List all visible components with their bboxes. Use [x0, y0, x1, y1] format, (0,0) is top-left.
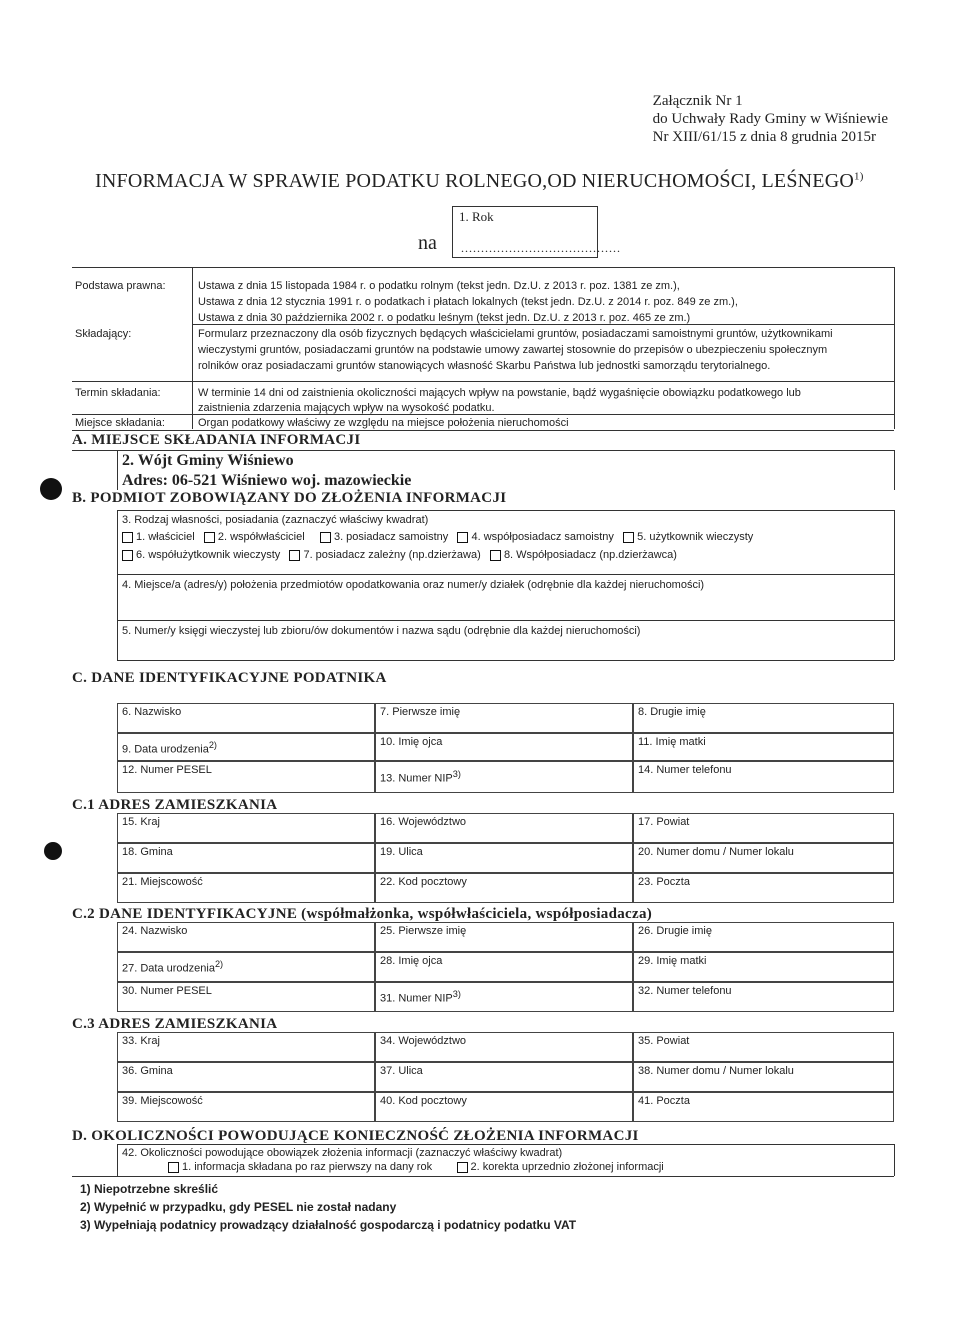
- footnote-ref: 2): [208, 740, 217, 750]
- divider: [117, 574, 894, 575]
- field-label: 38. Numer domu / Numer lokalu: [638, 1065, 794, 1077]
- section-a-office: 2. Wójt Gminy Wiśniewo: [122, 452, 294, 469]
- field-14-phone[interactable]: [633, 761, 894, 793]
- termin-label: Termin składania:: [75, 387, 161, 399]
- checkbox-icon[interactable]: [122, 532, 133, 543]
- field-label: 14. Numer telefonu: [638, 764, 732, 776]
- field-27-birth-date[interactable]: [117, 952, 375, 982]
- punch-hole-mark: [40, 478, 62, 500]
- section-c1-title: C.1 ADRES ZAMIESZKANIA: [72, 797, 278, 813]
- option-label: 2. korekta uprzednio złożonej informacji: [470, 1161, 664, 1173]
- field-label: 20. Numer domu / Numer lokalu: [638, 846, 794, 858]
- podstawa-label: Podstawa prawna:: [75, 280, 166, 292]
- field-42-label: 42. Okoliczności powodujące obowiązek złożenia informacji (zaznaczyć właściwy kwadrat): [122, 1147, 563, 1159]
- field-label: 18. Gmina: [122, 846, 173, 858]
- option-label: 1. właściciel: [136, 531, 195, 543]
- field-label: 21. Miejscowość: [122, 876, 203, 888]
- field-33-country[interactable]: [117, 1032, 375, 1062]
- ownership-options-row-2: [122, 548, 677, 562]
- field-3-label: 3. Rodzaj własności, posiadania (zaznaczyć właściwy kwadrat): [122, 514, 429, 526]
- section-c3-title: C.3 ADRES ZAMIESZKANIA: [72, 1016, 278, 1032]
- field-31-nip[interactable]: [375, 982, 633, 1012]
- title-footnote-ref: 1): [854, 170, 864, 183]
- option-label: 7. posiadacz zależny (np.dzierżawa): [303, 549, 481, 561]
- termin-line-2: zaistnienia zdarzenia mających wpływ na wysokość podatku.: [198, 402, 495, 414]
- field-30-pesel[interactable]: [117, 982, 375, 1012]
- field-10-father-name[interactable]: [375, 733, 633, 761]
- field-18-commune[interactable]: [117, 843, 375, 873]
- field-11-mother-name[interactable]: [633, 733, 894, 761]
- field-40-postal-code[interactable]: [375, 1092, 633, 1122]
- footnote-3: 3) Wypełniają podatnicy prowadzący działalność gospodarczą i podatnicy podatku VAT: [80, 1218, 577, 1232]
- field-label: 17. Powiat: [638, 816, 690, 828]
- divider: [192, 324, 894, 325]
- field-24-surname[interactable]: [117, 922, 375, 952]
- divider: [192, 267, 193, 429]
- field-label: 39. Miejscowość: [122, 1095, 203, 1107]
- field-6-surname[interactable]: [117, 703, 375, 733]
- divider: [72, 267, 894, 268]
- divider: [72, 381, 894, 382]
- checkbox-icon[interactable]: [168, 1162, 179, 1173]
- option-label: 4. współposiadacz samoistny: [471, 531, 614, 543]
- divider: [117, 620, 894, 621]
- footnote-2: 2) Wypełnić w przypadku, gdy PESEL nie został nadany: [80, 1200, 397, 1214]
- option-first-time[interactable]: [168, 1161, 432, 1173]
- divider: [894, 450, 895, 490]
- field-label: 24. Nazwisko: [122, 925, 188, 937]
- field-4-input[interactable]: [118, 594, 893, 618]
- punch-hole-mark: [44, 842, 62, 860]
- section-a-title: A. MIEJSCE SKŁADANIA INFORMACJI: [72, 432, 361, 448]
- field-label: 37. Ulica: [380, 1065, 423, 1077]
- field-26-second-name[interactable]: [633, 922, 894, 952]
- field-label: 41. Poczta: [638, 1095, 690, 1107]
- year-field[interactable]: [452, 206, 621, 258]
- field-22-postal-code[interactable]: [375, 873, 633, 903]
- skladajacy-label: Składający:: [75, 328, 132, 340]
- field-5-label: 5. Numer/y księgi wieczystej lub zbioru/ów dokumentów i nazwa sądu (odrębnie dla każdej nieruchomości): [122, 625, 641, 637]
- field-label: 8. Drugie imię: [638, 706, 706, 718]
- field-label: 10. Imię ojca: [380, 736, 443, 748]
- field-label: 6. Nazwisko: [122, 706, 182, 718]
- divider: [72, 430, 894, 431]
- option-label: 3. posiadacz samoistny: [333, 531, 449, 543]
- divider: [72, 450, 894, 451]
- footnote-ref: 3): [452, 989, 461, 999]
- option-label: 6. współużytkownik wieczysty: [136, 549, 281, 561]
- divider: [72, 1176, 894, 1177]
- field-label: 7. Pierwsze imię: [380, 706, 461, 718]
- skladajacy-line-2: wieczystymi gruntów, posiadaczami gruntów na podstawie umowy zawartej stosownie do przepisów o ubezpieczeniu społecznym: [198, 344, 828, 356]
- divider: [117, 1144, 894, 1145]
- header-line-2: do Uchwały Rady Gminy w Wiśniewie: [652, 111, 888, 127]
- field-38-house-number[interactable]: [633, 1062, 894, 1092]
- field-label: 31. Numer NIP: [380, 992, 453, 1005]
- field-25-first-name[interactable]: [375, 922, 633, 952]
- field-23-post-office[interactable]: [633, 873, 894, 903]
- field-5-input[interactable]: [118, 640, 893, 658]
- checkbox-icon[interactable]: [623, 532, 634, 543]
- field-29-mother-name[interactable]: [633, 952, 894, 982]
- field-label: 40. Kod pocztowy: [380, 1095, 467, 1107]
- year-dots: ........................................: [461, 241, 621, 255]
- field-label: 9. Data urodzenia: [122, 743, 209, 756]
- checkbox-icon[interactable]: [457, 532, 468, 543]
- footnotes: [80, 1180, 576, 1234]
- option-posiadacz-zalezny[interactable]: [289, 549, 480, 561]
- field-8-second-name[interactable]: [633, 703, 894, 733]
- miejsce-line-1: Organ podatkowy właściwy ze względu na miejsce położenia nieruchomości: [198, 417, 569, 429]
- field-label: 12. Numer PESEL: [122, 764, 212, 776]
- divider: [117, 450, 118, 490]
- checkbox-icon[interactable]: [204, 532, 215, 543]
- divider: [117, 660, 894, 661]
- checkbox-icon[interactable]: [320, 532, 331, 543]
- divider: [117, 510, 894, 511]
- field-label: 23. Poczta: [638, 876, 690, 888]
- footnote-ref: 2): [214, 959, 224, 969]
- field-label: 36. Gmina: [122, 1065, 173, 1077]
- checkbox-icon[interactable]: [289, 550, 300, 561]
- field-label: 25. Pierwsze imię: [380, 925, 467, 937]
- field-label: 33. Kraj: [122, 1035, 160, 1047]
- field-32-phone[interactable]: [633, 982, 894, 1012]
- divider: [894, 1144, 895, 1176]
- option-correction[interactable]: [457, 1161, 664, 1173]
- field-28-father-name[interactable]: [375, 952, 633, 982]
- option-label: 5. użytkownik wieczysty: [637, 531, 754, 543]
- miejsce-label: Miejsce składania:: [75, 417, 165, 429]
- field-label: 16. Województwo: [380, 816, 467, 828]
- field-label: 27. Data urodzenia: [122, 962, 215, 975]
- checkbox-icon[interactable]: [490, 550, 501, 561]
- checkbox-icon[interactable]: [122, 550, 133, 561]
- field-label: 13. Numer NIP: [380, 772, 453, 785]
- option-label: 8. Współposiadacz (np.dzierżawca): [503, 549, 677, 561]
- header-line-1: Załącznik Nr 1: [652, 93, 743, 109]
- skladajacy-line-1: Formularz przeznaczony dla osób fizycznych będących właścicielami gruntów, posiadaczami samoistnymi gruntów, użytkownikami: [198, 328, 833, 340]
- checkbox-icon[interactable]: [457, 1162, 468, 1173]
- podstawa-line-3: Ustawa z dnia 30 października 2002 r. o podatku leśnym (tekst jedn. Dz.U. z 2013 r. poz. 465 ze zm.): [198, 312, 691, 324]
- field-label: 35. Powiat: [638, 1035, 690, 1047]
- option-wspolposiadacz-samoistny[interactable]: [457, 531, 613, 543]
- field-label: 22. Kod pocztowy: [380, 876, 467, 888]
- field-9-birth-date[interactable]: [117, 733, 375, 761]
- option-wspolposiadacz[interactable]: [490, 549, 677, 561]
- field-label: 11. Imię matki: [638, 736, 706, 748]
- option-uzytkownik-wieczysty[interactable]: [623, 531, 753, 543]
- field-12-pesel[interactable]: [117, 761, 375, 793]
- field-label: 29. Imię matki: [638, 955, 707, 967]
- footnote-1: 1) Niepotrzebne skreślić: [80, 1182, 219, 1196]
- field-21-locality[interactable]: [117, 873, 375, 903]
- option-label: 2. współwłaściciel: [217, 531, 305, 543]
- divider: [117, 510, 118, 660]
- field-label: 34. Województwo: [380, 1035, 467, 1047]
- option-posiadacz-samoistny[interactable]: [320, 531, 448, 543]
- field-35-county[interactable]: [633, 1032, 894, 1062]
- option-label: 1. informacja składana po raz pierwszy na dany rok: [182, 1161, 433, 1173]
- field-19-street[interactable]: [375, 843, 633, 873]
- field-label: 15. Kraj: [122, 816, 160, 828]
- footnote-ref: 3): [452, 769, 461, 779]
- field-39-locality[interactable]: [117, 1092, 375, 1122]
- field-label: 26. Drugie imię: [638, 925, 712, 937]
- field-36-commune[interactable]: [117, 1062, 375, 1092]
- field-15-country[interactable]: [117, 813, 375, 843]
- na-label: na: [418, 232, 437, 254]
- circumstance-options: [168, 1160, 664, 1174]
- form-title: [95, 170, 864, 193]
- field-16-voivodeship[interactable]: [375, 813, 633, 843]
- field-34-voivodeship[interactable]: [375, 1032, 633, 1062]
- podstawa-line-2: Ustawa z dnia 12 stycznia 1991 r. o podatkach i płatach lokalnych (tekst jedn. Dz.U. z 2014 r. poz. 849 ze zm.),: [198, 296, 738, 308]
- podstawa-line-1: Ustawa z dnia 15 listopada 1984 r. o podatku rolnym (tekst jedn. Dz.U. z 2013 r. poz. 1381 ze zm.),: [198, 280, 680, 292]
- header-line-3: Nr XIII/61/15 z dnia 8 grudnia 2015r: [652, 129, 876, 145]
- field-41-post-office[interactable]: [633, 1092, 894, 1122]
- divider: [894, 267, 895, 429]
- field-13-nip[interactable]: [375, 761, 633, 793]
- section-b-title: B. PODMIOT ZOBOWIĄZANY DO ZŁOŻENIA INFORMACJI: [72, 490, 507, 506]
- form-title-text: INFORMACJA W SPRAWIE PODATKU ROLNEGO,OD NIERUCHOMOŚCI, LEŚNEGO: [95, 170, 854, 192]
- field-label: 30. Numer PESEL: [122, 985, 212, 997]
- field-20-house-number[interactable]: [633, 843, 894, 873]
- year-label: 1. Rok: [459, 209, 494, 224]
- section-c2-title: C.2 DANE IDENTYFIKACYJNE (współmałżonka, współwłaściciela, współposiadacza): [72, 906, 653, 922]
- field-17-county[interactable]: [633, 813, 894, 843]
- section-d-title: D. OKOLICZNOŚCI POWODUJĄCE KONIECZNOŚĆ ZŁOŻENIA INFORMACJI: [72, 1128, 639, 1144]
- divider: [117, 1144, 118, 1176]
- divider: [894, 510, 895, 660]
- field-label: 28. Imię ojca: [380, 955, 443, 967]
- skladajacy-line-3: rolników oraz posiadaczami gruntów stanowiących własność Skarbu Państwa lub jednostki samorządu terytorialnego.: [198, 360, 771, 372]
- field-37-street[interactable]: [375, 1062, 633, 1092]
- divider: [72, 414, 894, 415]
- option-wspoluzytkownik[interactable]: [122, 549, 280, 561]
- section-c-title: C. DANE IDENTYFIKACYJNE PODATNIKA: [72, 670, 387, 686]
- field-7-first-name[interactable]: [375, 703, 633, 733]
- field-label: 19. Ulica: [380, 846, 423, 858]
- field-label: 32. Numer telefonu: [638, 985, 732, 997]
- option-wlasciciel[interactable]: [122, 531, 195, 543]
- attachment-header: [653, 92, 888, 146]
- option-wspolwlasciciel[interactable]: [204, 531, 305, 543]
- field-4-label: 4. Miejsce/a (adres/y) położenia przedmiotów opodatkowania oraz numer/y działek (odrębnie dla każdej nieruchomości): [122, 579, 705, 591]
- section-a-address: Adres: 06-521 Wiśniewo woj. mazowieckie: [122, 472, 412, 489]
- termin-line-1: W terminie 14 dni od zaistnienia okoliczności mających wpływ na powstanie, bądź wygaśnięcie obowiązku podatkowego lub: [198, 387, 801, 399]
- ownership-options-row-1: [122, 530, 753, 544]
